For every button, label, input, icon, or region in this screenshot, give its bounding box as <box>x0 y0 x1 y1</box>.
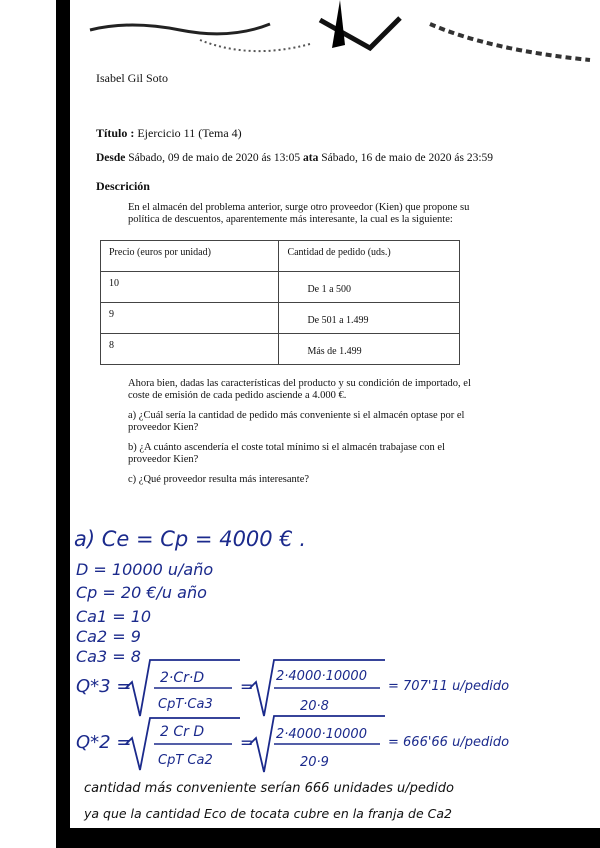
question-b: b) ¿A cuánto ascendería el coste total mínimo si el almacén trabajase con el proveedor Kien? <box>128 442 445 465</box>
hw-q3-lhs: Q*3 = <box>76 676 132 697</box>
to-label: ata <box>302 152 319 164</box>
assignment-title <box>96 126 242 141</box>
hw-q2-result: = 666'66 u/pedido <box>388 735 510 750</box>
table-row <box>101 272 460 303</box>
title-value: Ejercicio 11 (Tema 4) <box>137 126 242 140</box>
exercise-intro: En el almacén del problema anterior, surge otro proveedor (Kien) que propone su política de descuentos, aparentemente más interesante, la cual es la siguiente: <box>128 202 470 225</box>
svg-text:=: = <box>240 733 254 752</box>
scan-edge-bottom <box>70 828 600 848</box>
svg-text:=: = <box>240 677 254 696</box>
hw-q3-num2: 2·4000·10000 <box>276 669 367 684</box>
discount-table <box>100 240 460 365</box>
to-value: Sábado, 16 de maio de 2020 ás 23:59 <box>321 152 494 164</box>
from-value: Sábado, 09 de maio de 2020 ás 13:05 <box>128 152 301 164</box>
hw-line-ca2: Ca2 = 9 <box>76 627 141 646</box>
handwritten-solution <box>70 520 600 848</box>
table-header-quantity: Cantidad de pedido (uds.) <box>279 241 460 272</box>
hw-line-ce: a) Ce = Cp = 4000 € . <box>74 527 307 551</box>
description-heading: Descrición <box>96 179 150 193</box>
hw-line-cp: Cp = 20 €/u año <box>76 583 207 602</box>
hw-line-ca3: Ca3 = 8 <box>76 647 141 666</box>
table-row <box>101 334 460 365</box>
hw-q3-den2: 20·8 <box>300 699 329 714</box>
table-cell-quantity: Más de 1.499 <box>279 334 460 365</box>
hw-conclusion-1: cantidad más conveniente serían 666 unidades u/pedido <box>84 781 454 796</box>
table-cell-quantity: De 501 a 1.499 <box>279 303 460 334</box>
from-label: Desde <box>96 152 126 164</box>
question-a: a) ¿Cuál sería la cantidad de pedido más conveniente si el almacén optase por el proveedor Kien? <box>128 410 465 433</box>
table-header-price: Precio (euros por unidad) <box>101 241 279 272</box>
hw-q2-den: CpT Ca2 <box>158 753 213 768</box>
question-c: c) ¿Qué proveedor resulta más interesante? <box>128 474 310 485</box>
scan-edge-left <box>56 0 70 848</box>
title-label: Título : <box>96 126 135 140</box>
author-name: Isabel Gil Soto <box>96 71 168 85</box>
table-row <box>101 303 460 334</box>
table-cell-quantity: De 1 a 500 <box>279 272 460 303</box>
hw-conclusion-2: ya que la cantidad Eco de tocata cubre en la franja de Ca2 <box>84 806 452 821</box>
exercise-cost-note: Ahora bien, dadas las características del producto y su condición de importado, el coste de emisión de cada pedido asciende a 4.000 €. <box>128 378 471 401</box>
hw-q3-result: = 707'11 u/pedido <box>388 679 510 694</box>
hw-q3-den: CpT·Ca3 <box>158 697 213 712</box>
table-cell-price: 9 <box>101 303 279 334</box>
hw-q2-lhs: Q*2 = <box>76 732 132 753</box>
hw-q2-num: 2 Cr D <box>160 724 205 740</box>
hw-q2-den2: 20·9 <box>300 755 329 770</box>
hw-line-demand: D = 10000 u/año <box>76 560 214 579</box>
exercise-statement <box>100 200 485 485</box>
hw-line-ca1: Ca1 = 10 <box>76 607 152 626</box>
exercise-questions <box>128 378 473 494</box>
table-header-row <box>101 241 460 272</box>
table-cell-price: 10 <box>101 272 279 303</box>
scan-noise-top <box>70 0 600 70</box>
table-cell-price: 8 <box>101 334 279 365</box>
hw-q3-num: 2·Cr·D <box>160 670 205 686</box>
hw-q2-num2: 2·4000·10000 <box>276 727 367 742</box>
assignment-dates <box>96 152 493 164</box>
